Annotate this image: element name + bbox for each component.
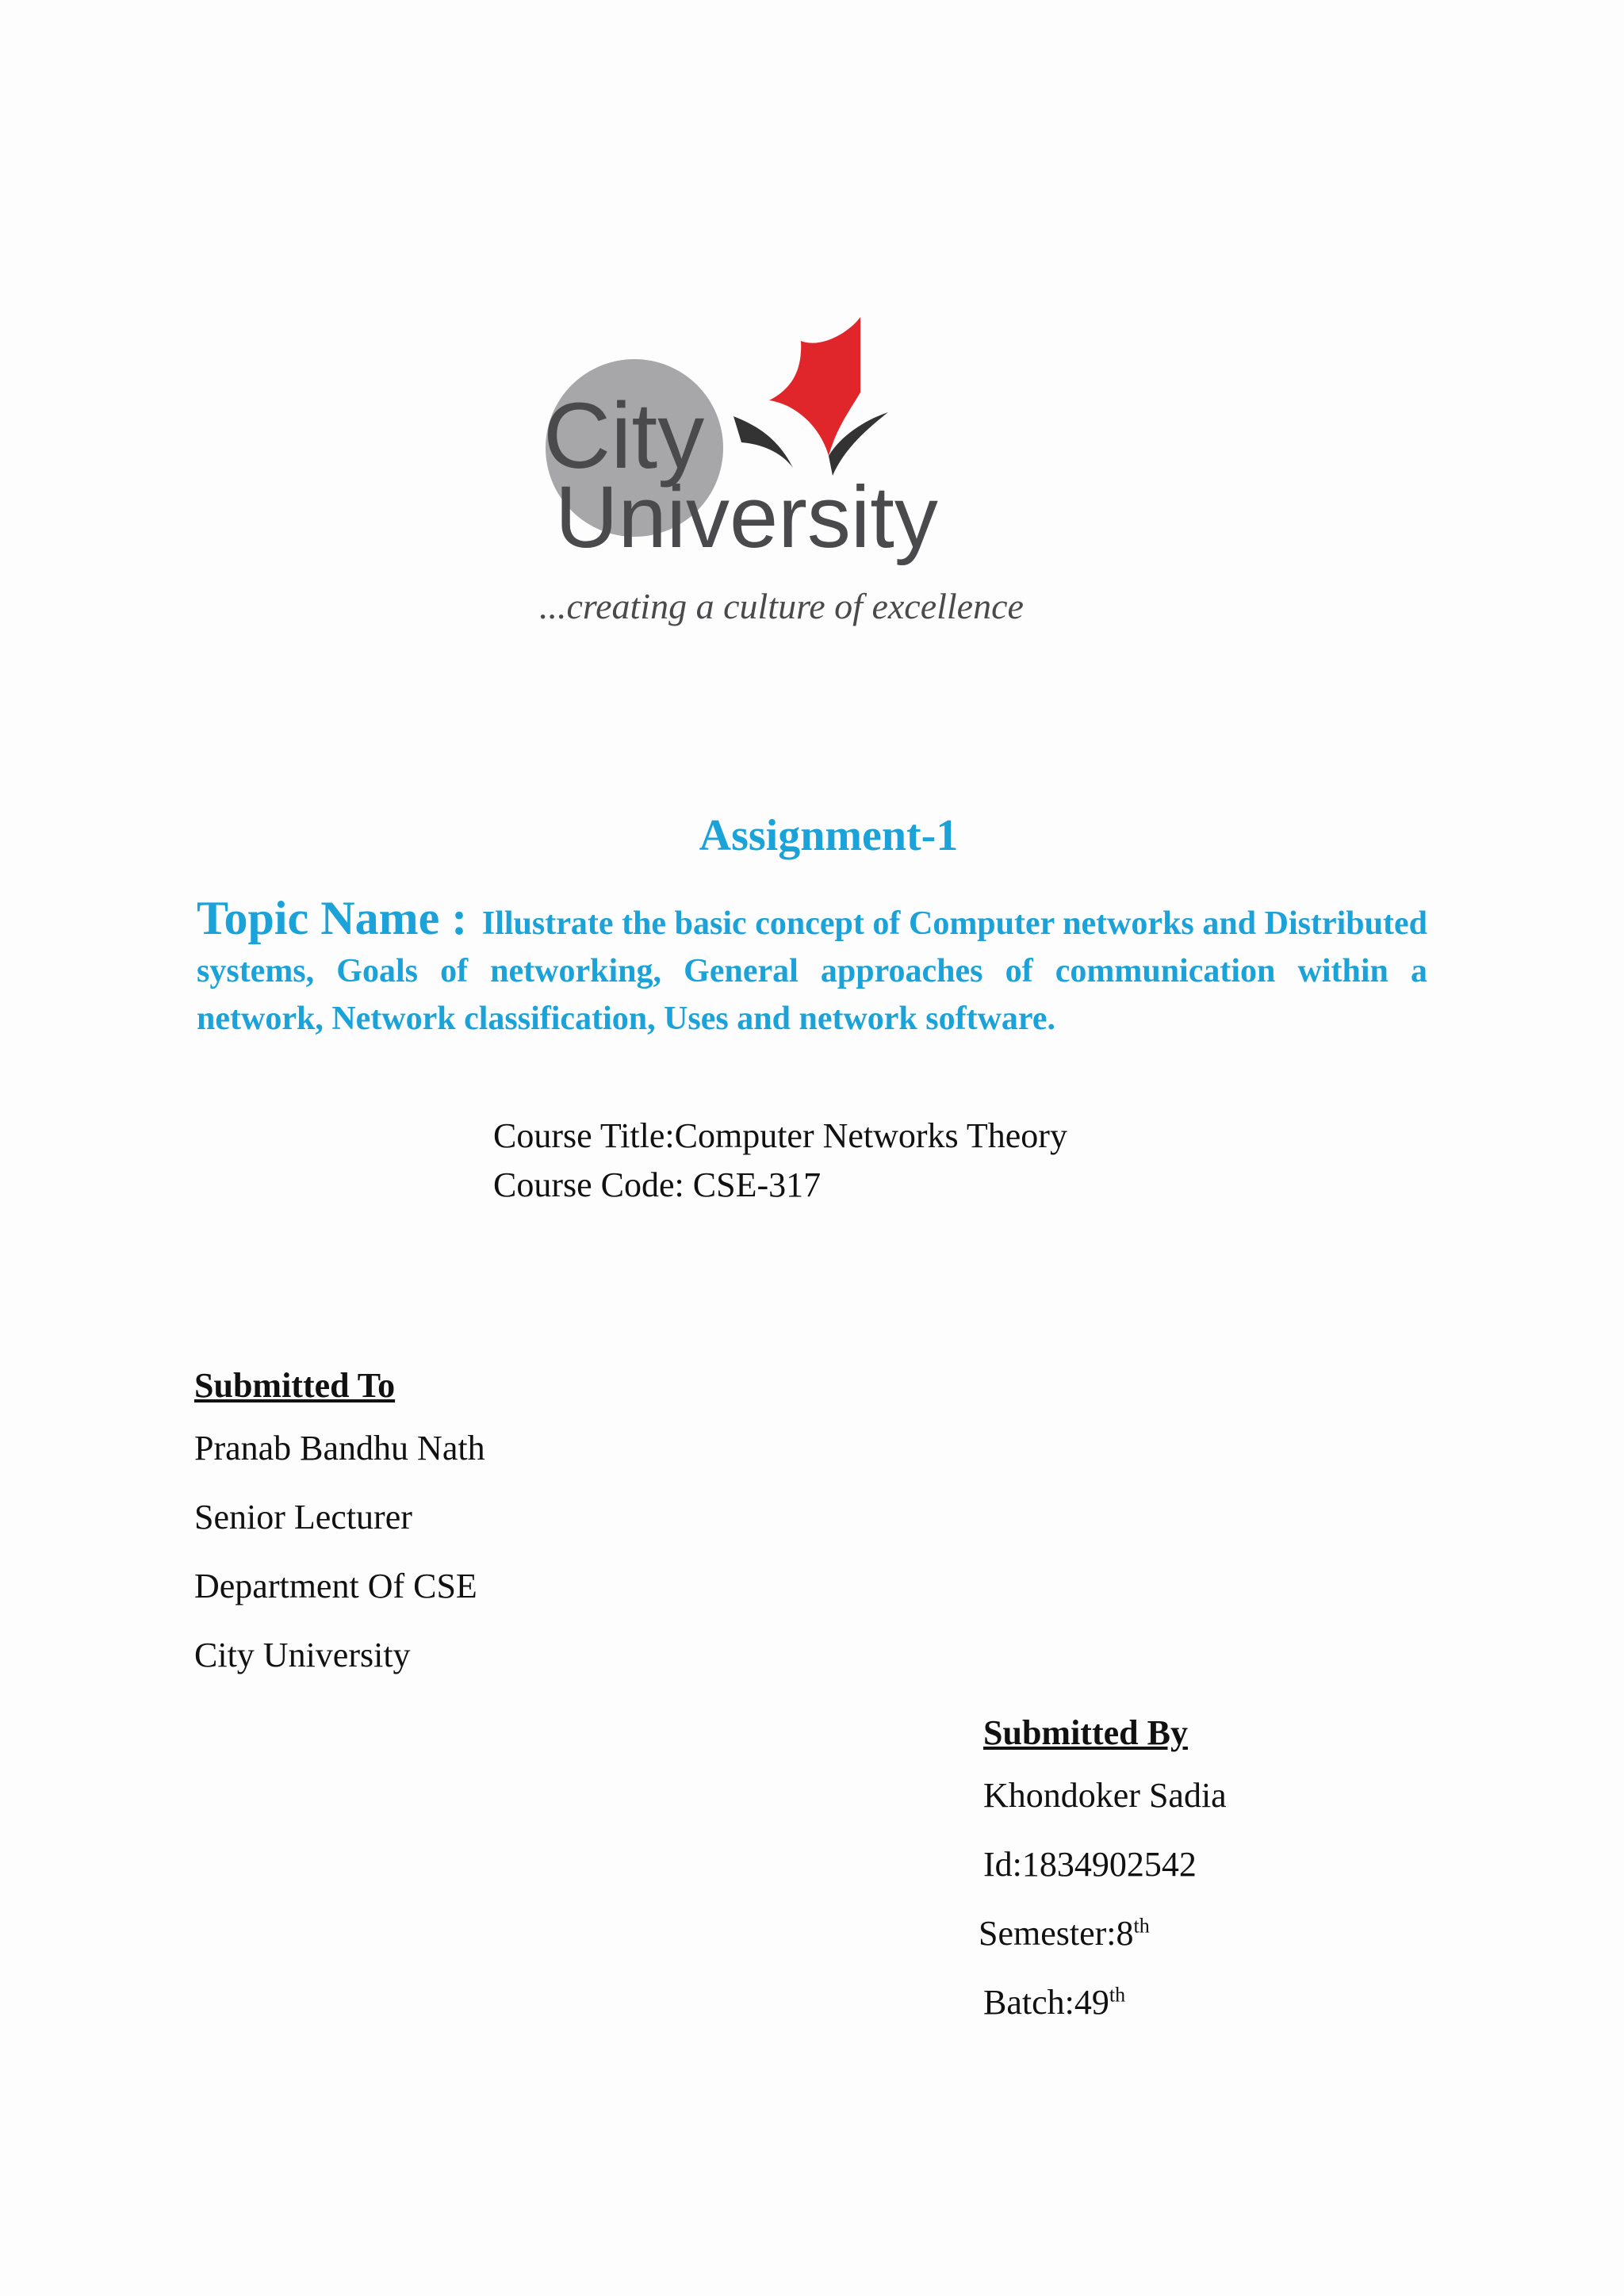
logo-wing-icon	[733, 416, 793, 468]
logo-text-university: University	[555, 469, 938, 566]
submitted-to-heading: Submitted To	[194, 1366, 396, 1405]
city-university-logo	[508, 317, 1126, 650]
logo-graphic	[508, 317, 1126, 650]
student-id: Id:1834902542	[983, 1845, 1197, 1884]
logo-text-city: City	[543, 384, 705, 488]
batch-label: Batch:49	[983, 1983, 1109, 2022]
student-batch	[983, 1977, 1227, 2046]
assignment-title: Assignment-1	[699, 811, 959, 860]
topic-label: Topic Name :	[197, 892, 468, 944]
batch-suffix: th	[1109, 1983, 1126, 2007]
topic-text: Illustrate the basic concept of Computer networks and Distributed systems, Goals of networking, General approaches of communication within a network, Network classification, Uses and network software.	[197, 905, 1427, 1037]
topic-paragraph	[197, 894, 1427, 1043]
teacher-designation: Senior Lecturer	[194, 1498, 412, 1536]
course-code: Course Code: CSE-317	[493, 1165, 822, 1204]
course-title: Course Title:Computer Networks Theory	[493, 1116, 1067, 1155]
semester-suffix: th	[1133, 1914, 1150, 1938]
submitted-to-block	[194, 1365, 485, 1699]
logo-tagline: ...creating a culture of excellence	[539, 586, 1024, 626]
course-info	[493, 1112, 1067, 1210]
student-name: Khondoker Sadia	[983, 1776, 1227, 1815]
submitted-by-block	[979, 1712, 1227, 2046]
student-semester	[979, 1908, 1227, 1977]
semester-label: Semester:8	[979, 1914, 1134, 1953]
teacher-department: Department Of CSE	[194, 1567, 477, 1605]
logo-bird-icon	[769, 317, 860, 456]
submitted-by-heading: Submitted By	[983, 1713, 1188, 1752]
teacher-university: City University	[194, 1636, 411, 1674]
teacher-name: Pranab Bandhu Nath	[194, 1429, 485, 1468]
